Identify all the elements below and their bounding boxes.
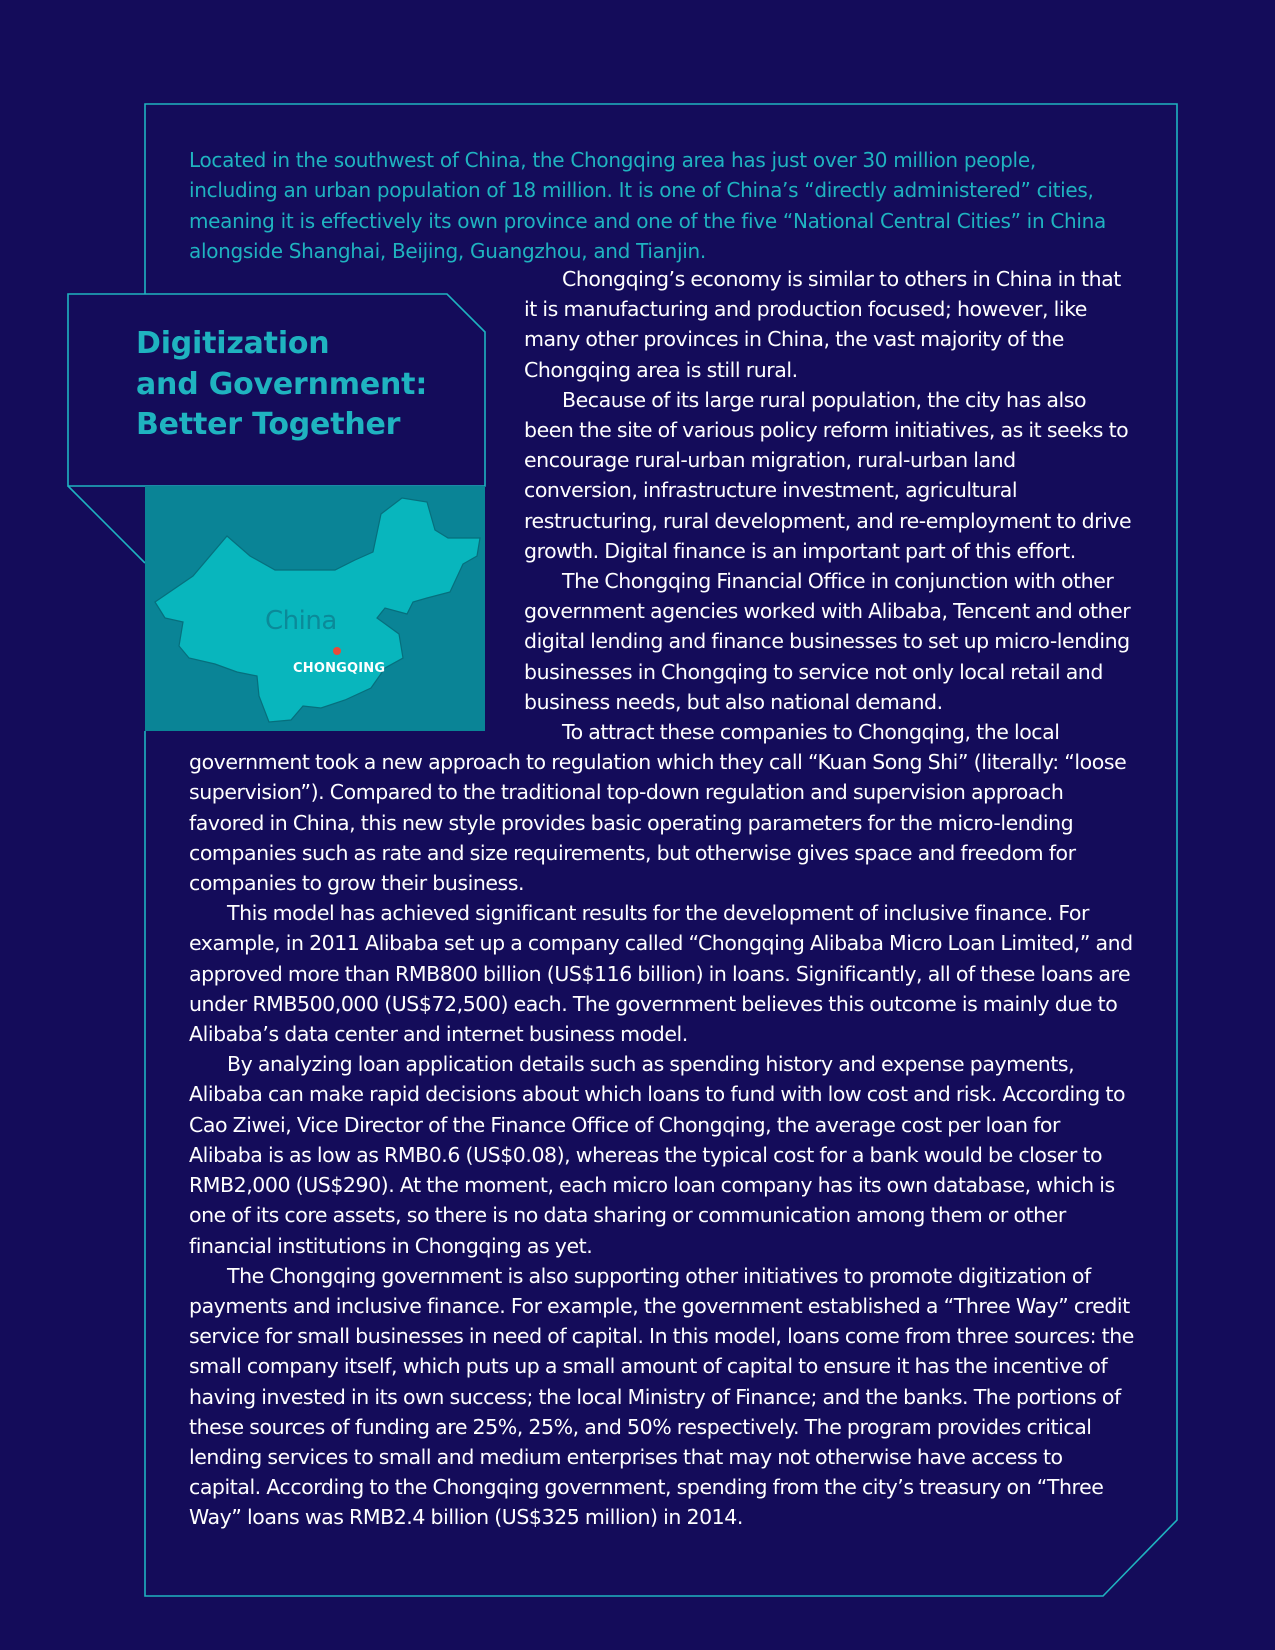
callout-pointer-line [68,486,145,563]
body-paragraph: The Chongqing Financial Office in conjunction with other government agencies worked with Alibaba, Tencent and other digital lending and finance businesses to set up micro-lending businesses in Chongqing to service not only local retail and business needs, but also national demand. [524,569,1131,714]
title-line-2: and Government: [136,366,428,402]
body-paragraph: By analyzing loan application details such as spending history and expense payments, Alibaba can make rapid decisions about which loans to fund with low cost and risk. According to Cao Ziwei, Vice Director of the Finance Office of Chongqing, the average cost per loan for Alibaba is as low as RMB0.6 (US$0.08), whereas the typical cost for a bank would be closer to RMB2,000 (US$290). At the moment, each micro loan company has its own database, which is one of its core assets, so there is no data sharing or communication among them or other financial institutions in Chongqing as yet. [189,1052,1126,1258]
body-paragraph: Because of its large rural population, the city has also been the site of various policy reform initiatives, as it seeks to encourage rural-urban migration, rural-urban land conversion, infrastructure investment, agricultural restructuring, rural development, and re-employment to drive growth. Digital finance is an important part of this effort. [524,387,1132,563]
title-line-1: Digitization [136,326,330,361]
title-line-3: Better Together [136,407,401,442]
article-body [189,264,1134,1533]
float-spacer [189,264,524,744]
body-paragraph: To attract these companies to Chongqing, the local government took a new approach to regulation which they call “Kuan Song Shi” (literally: “loose supervision”). Compared to the traditional top-down regulation and supervision approach favored in China, this new style provides basic operating parameters for the micro-lending companies such as rate and size requirements, but otherwise gives space and freedom for companies to grow their business. [189,720,1127,896]
body-paragraph: This model has achieved significant results for the development of inclusive finance. For example, in 2011 Alibaba set up a company called “Chongqing Alibaba Micro Loan Limited,” and approved more than RMB800 billion (US$116 billion) in loans. Significantly, all of these loans are under RMB500,000 (US$72,500) each. The government believes this outcome is mainly due to Alibaba’s data center and internet business model. [189,901,1133,1047]
body-paragraph: Chongqing’s economy is similar to others in China in that it is manufacturing and production focused; however, like many other provinces in China, the vast majority of the Chongqing area is still rural. [524,267,1121,382]
body-paragraph: The Chongqing government is also supporting other initiatives to promote digitization of payments and inclusive finance. For example, the government established a “Three Way” credit service for small businesses in need of capital. In this model, loans come from three sources: the small company itself, which puts up a small amount of capital to ensure it has the incentive of having invested in its own success; the local Ministry of Finance; and the banks. The portions of these sources of funding are 25%, 25%, and 50% respectively. The program provides critical lending services to small and medium enterprises that may not otherwise have access to capital. According to the Chongqing government, spending from the city’s treasury on “Three Way” loans was RMB2.4 billion (US$325 million) in 2014. [189,1263,1134,1530]
map-city-label: CHONGQING [293,661,386,676]
intro-paragraph: Located in the southwest of China, the Chongqing area has just over 30 million people, including an urban population of 18 million. It is one of China’s “directly administered” cities, meaning it is effectively its own province and one of the five “National Central Cities” in China alongside Shanghai, Beijing, Guangzhou, and Tianjin. [189,148,1107,264]
map-country-label: China [265,606,337,636]
